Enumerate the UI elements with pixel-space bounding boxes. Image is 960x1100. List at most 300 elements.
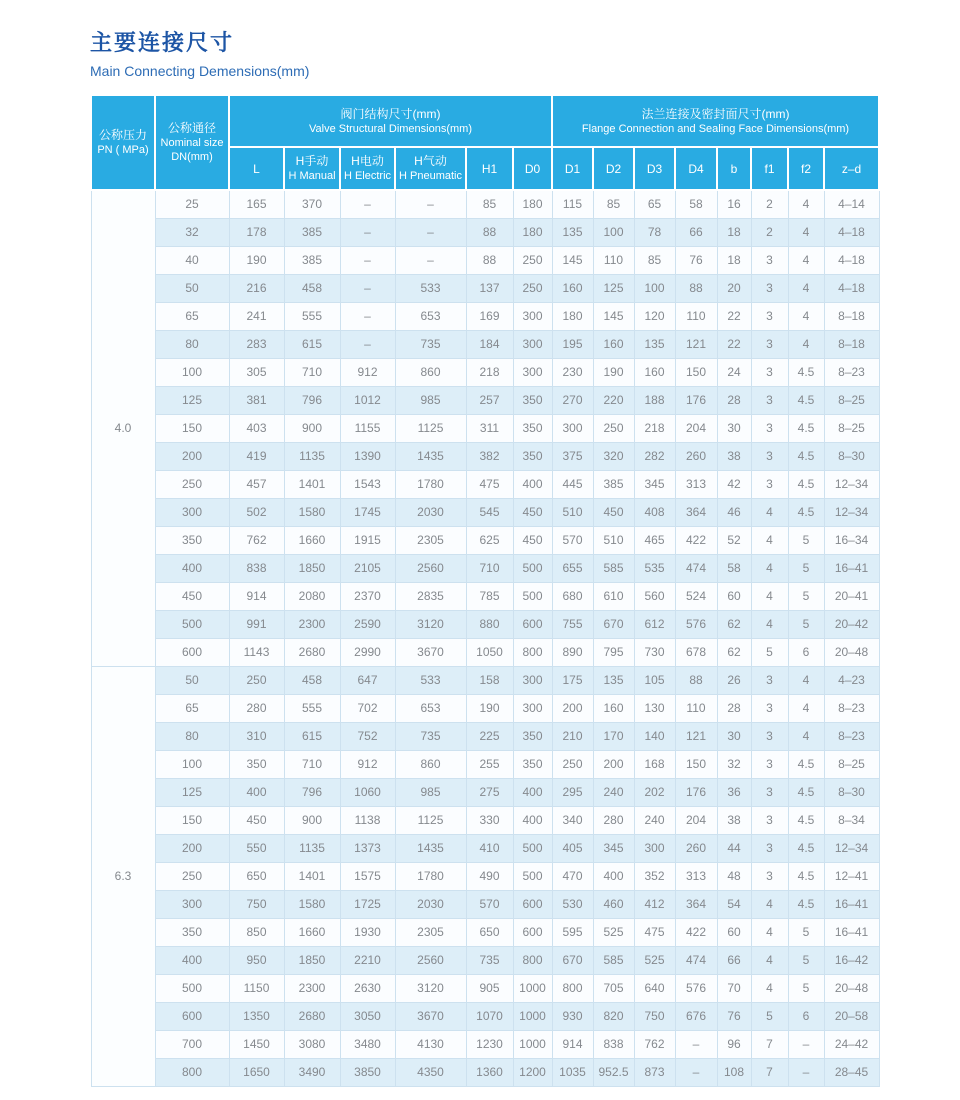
dim-value: 300 bbox=[513, 694, 552, 722]
dim-value: 510 bbox=[593, 526, 634, 554]
dim-value: 20 bbox=[717, 274, 751, 302]
dim-value: 158 bbox=[466, 666, 513, 694]
dim-value: 24 bbox=[717, 358, 751, 386]
dim-value: 600 bbox=[513, 918, 552, 946]
dim-value: 16–41 bbox=[824, 554, 879, 582]
col-header-D2: D2 bbox=[593, 147, 634, 190]
header-group-valve-structural bbox=[229, 95, 552, 147]
dim-value: 88 bbox=[466, 218, 513, 246]
dim-value: 8–18 bbox=[824, 302, 879, 330]
dim-value: 755 bbox=[552, 610, 593, 638]
dim-value: 422 bbox=[675, 526, 717, 554]
dim-value: 550 bbox=[229, 834, 284, 862]
dim-value: 375 bbox=[552, 442, 593, 470]
dim-value: 2300 bbox=[284, 974, 340, 1002]
dim-value: 2305 bbox=[395, 918, 466, 946]
dim-value: 20–48 bbox=[824, 974, 879, 1002]
dim-value: 576 bbox=[675, 610, 717, 638]
dim-value: 796 bbox=[284, 778, 340, 806]
dim-value: 535 bbox=[634, 554, 675, 582]
dim-value: 121 bbox=[675, 330, 717, 358]
dim-value: 218 bbox=[634, 414, 675, 442]
dim-value: 1000 bbox=[513, 974, 552, 1002]
dim-value: 500 bbox=[513, 862, 552, 890]
dim-value: 1780 bbox=[395, 470, 466, 498]
dim-value: 2300 bbox=[284, 610, 340, 638]
dim-value: 600 bbox=[513, 890, 552, 918]
dim-value: 4 bbox=[788, 302, 824, 330]
dim-value: 176 bbox=[675, 778, 717, 806]
dim-value: 250 bbox=[593, 414, 634, 442]
dim-value: 62 bbox=[717, 638, 751, 666]
dim-value: 860 bbox=[395, 358, 466, 386]
header-row-groups bbox=[91, 95, 879, 147]
dim-value: 465 bbox=[634, 526, 675, 554]
dim-value: 1930 bbox=[340, 918, 395, 946]
dim-value: 400 bbox=[513, 806, 552, 834]
dn-value: 800 bbox=[155, 1058, 229, 1086]
dim-value: 405 bbox=[552, 834, 593, 862]
dim-value: 1135 bbox=[284, 442, 340, 470]
dim-value: 560 bbox=[634, 582, 675, 610]
dim-value: 600 bbox=[513, 610, 552, 638]
dim-value: 100 bbox=[593, 218, 634, 246]
dim-value: 48 bbox=[717, 862, 751, 890]
header-group-flange-sealing bbox=[552, 95, 879, 147]
table-row bbox=[91, 862, 879, 890]
dim-value: 20–41 bbox=[824, 582, 879, 610]
dim-value: 16 bbox=[717, 190, 751, 218]
dim-value: 1350 bbox=[229, 1002, 284, 1030]
dim-value: 1155 bbox=[340, 414, 395, 442]
dim-value: 4–23 bbox=[824, 666, 879, 694]
dim-value: 750 bbox=[634, 1002, 675, 1030]
dim-value: 1650 bbox=[229, 1058, 284, 1086]
table-row bbox=[91, 1002, 879, 1030]
dim-value: 305 bbox=[229, 358, 284, 386]
dim-value: 4 bbox=[751, 582, 788, 610]
dim-value: 46 bbox=[717, 498, 751, 526]
dim-value: 70 bbox=[717, 974, 751, 1002]
dim-value: 42 bbox=[717, 470, 751, 498]
dim-value: 4 bbox=[751, 526, 788, 554]
dim-value: 785 bbox=[466, 582, 513, 610]
table-row bbox=[91, 694, 879, 722]
dim-value: 38 bbox=[717, 442, 751, 470]
dn-value: 150 bbox=[155, 414, 229, 442]
dim-value: 100 bbox=[634, 274, 675, 302]
dim-value: 24–42 bbox=[824, 1030, 879, 1058]
dim-value: 800 bbox=[513, 946, 552, 974]
dim-value: 4.5 bbox=[788, 442, 824, 470]
dim-value: 985 bbox=[395, 386, 466, 414]
table-row bbox=[91, 386, 879, 414]
dim-value: 150 bbox=[675, 358, 717, 386]
dim-value: 952.5 bbox=[593, 1058, 634, 1086]
dim-value: 1135 bbox=[284, 834, 340, 862]
dim-value: 280 bbox=[593, 806, 634, 834]
dim-value: 340 bbox=[552, 806, 593, 834]
dim-value: 280 bbox=[229, 694, 284, 722]
dim-value: 3120 bbox=[395, 974, 466, 1002]
dim-value: 20–58 bbox=[824, 1002, 879, 1030]
dim-value: 3 bbox=[751, 442, 788, 470]
table-row bbox=[91, 442, 879, 470]
dim-value: 4.5 bbox=[788, 386, 824, 414]
dim-value: – bbox=[395, 190, 466, 218]
dim-value: 12–34 bbox=[824, 498, 879, 526]
dim-value: 595 bbox=[552, 918, 593, 946]
dim-value: 1143 bbox=[229, 638, 284, 666]
dim-value: 1012 bbox=[340, 386, 395, 414]
dim-value: 650 bbox=[466, 918, 513, 946]
dim-value: 5 bbox=[788, 610, 824, 638]
header-dn-zh: 公称通径 bbox=[167, 121, 216, 135]
dim-value: 914 bbox=[229, 582, 284, 610]
dim-value: 3490 bbox=[284, 1058, 340, 1086]
dim-value: 2080 bbox=[284, 582, 340, 610]
dim-value: 76 bbox=[717, 1002, 751, 1030]
dim-value: 991 bbox=[229, 610, 284, 638]
table-row bbox=[91, 806, 879, 834]
dim-value: 3 bbox=[751, 246, 788, 274]
dim-value: 1360 bbox=[466, 1058, 513, 1086]
dim-value: 8–25 bbox=[824, 414, 879, 442]
dim-value: 260 bbox=[675, 442, 717, 470]
dim-value: 2305 bbox=[395, 526, 466, 554]
dim-value: 408 bbox=[634, 498, 675, 526]
table-row bbox=[91, 666, 879, 694]
dim-value: 730 bbox=[634, 638, 675, 666]
dim-value: – bbox=[788, 1058, 824, 1086]
dim-value: 8–23 bbox=[824, 694, 879, 722]
dim-value: 300 bbox=[513, 302, 552, 330]
dim-value: 188 bbox=[634, 386, 675, 414]
dim-value: 140 bbox=[634, 722, 675, 750]
dn-value: 80 bbox=[155, 722, 229, 750]
dim-value: 585 bbox=[593, 554, 634, 582]
dim-value: 475 bbox=[466, 470, 513, 498]
dim-value: 180 bbox=[552, 302, 593, 330]
dim-value: 4.5 bbox=[788, 470, 824, 498]
dim-value: 218 bbox=[466, 358, 513, 386]
dim-value: 202 bbox=[634, 778, 675, 806]
dim-value: 2680 bbox=[284, 638, 340, 666]
dim-value: 350 bbox=[513, 414, 552, 442]
dim-value: 160 bbox=[593, 694, 634, 722]
dim-value: 653 bbox=[395, 302, 466, 330]
dim-value: 85 bbox=[634, 246, 675, 274]
header-pn bbox=[91, 95, 155, 190]
dim-value: 76 bbox=[675, 246, 717, 274]
dim-value: 210 bbox=[552, 722, 593, 750]
dim-value: 78 bbox=[634, 218, 675, 246]
dim-value: 1390 bbox=[340, 442, 395, 470]
dim-value: 270 bbox=[552, 386, 593, 414]
dim-value: – bbox=[340, 274, 395, 302]
dim-value: 705 bbox=[593, 974, 634, 1002]
dim-value: 168 bbox=[634, 750, 675, 778]
dim-value: 422 bbox=[675, 918, 717, 946]
col-header-H1: H1 bbox=[466, 147, 513, 190]
dn-value: 300 bbox=[155, 890, 229, 918]
table-row bbox=[91, 246, 879, 274]
dim-value: 676 bbox=[675, 1002, 717, 1030]
dim-value: 4 bbox=[788, 246, 824, 274]
dim-value: 890 bbox=[552, 638, 593, 666]
dim-value: 28 bbox=[717, 694, 751, 722]
dim-value: 1230 bbox=[466, 1030, 513, 1058]
dim-value: 5 bbox=[788, 582, 824, 610]
dim-value: 3 bbox=[751, 834, 788, 862]
dim-value: 130 bbox=[634, 694, 675, 722]
dim-value: 282 bbox=[634, 442, 675, 470]
dim-value: 985 bbox=[395, 778, 466, 806]
dim-value: 137 bbox=[466, 274, 513, 302]
dim-value: 8–30 bbox=[824, 442, 879, 470]
dim-value: 16–41 bbox=[824, 890, 879, 918]
dim-value: 3670 bbox=[395, 1002, 466, 1030]
dim-value: – bbox=[340, 190, 395, 218]
dim-value: 475 bbox=[634, 918, 675, 946]
dim-value: 912 bbox=[340, 358, 395, 386]
dn-value: 700 bbox=[155, 1030, 229, 1058]
dim-value: 530 bbox=[552, 890, 593, 918]
dim-value: 85 bbox=[466, 190, 513, 218]
dim-value: 4 bbox=[751, 946, 788, 974]
dim-value: 1125 bbox=[395, 806, 466, 834]
dim-value: 2990 bbox=[340, 638, 395, 666]
dim-value: 310 bbox=[229, 722, 284, 750]
dim-value: 850 bbox=[229, 918, 284, 946]
dim-value: 735 bbox=[466, 946, 513, 974]
table-row bbox=[91, 974, 879, 1002]
dim-value: 350 bbox=[513, 750, 552, 778]
dim-value: 796 bbox=[284, 386, 340, 414]
dim-value: 7 bbox=[751, 1058, 788, 1086]
dim-value: 283 bbox=[229, 330, 284, 358]
dim-value: 640 bbox=[634, 974, 675, 1002]
dim-value: 912 bbox=[340, 750, 395, 778]
dim-value: 240 bbox=[593, 778, 634, 806]
dim-value: 900 bbox=[284, 414, 340, 442]
dim-value: 710 bbox=[284, 358, 340, 386]
dn-value: 40 bbox=[155, 246, 229, 274]
table-row bbox=[91, 414, 879, 442]
dim-value: – bbox=[340, 302, 395, 330]
dim-value: 680 bbox=[552, 582, 593, 610]
table-row bbox=[91, 330, 879, 358]
table-row bbox=[91, 946, 879, 974]
dim-value: 3 bbox=[751, 414, 788, 442]
dim-value: 160 bbox=[593, 330, 634, 358]
dim-value: 16–41 bbox=[824, 918, 879, 946]
dim-value: 570 bbox=[552, 526, 593, 554]
table-row bbox=[91, 190, 879, 218]
dim-value: 6 bbox=[788, 1002, 824, 1030]
dim-value: 8–23 bbox=[824, 722, 879, 750]
dim-value: 60 bbox=[717, 582, 751, 610]
dim-value: 8–18 bbox=[824, 330, 879, 358]
dn-value: 450 bbox=[155, 582, 229, 610]
dim-value: 670 bbox=[552, 946, 593, 974]
dim-value: 655 bbox=[552, 554, 593, 582]
dim-value: 1200 bbox=[513, 1058, 552, 1086]
dim-value: 3 bbox=[751, 778, 788, 806]
dim-value: 4–14 bbox=[824, 190, 879, 218]
dim-value: 241 bbox=[229, 302, 284, 330]
dim-value: 6 bbox=[788, 638, 824, 666]
dim-value: 533 bbox=[395, 666, 466, 694]
dim-value: 3 bbox=[751, 666, 788, 694]
dim-value: 400 bbox=[593, 862, 634, 890]
dim-value: 5 bbox=[788, 918, 824, 946]
dim-value: 52 bbox=[717, 526, 751, 554]
dim-value: 2030 bbox=[395, 890, 466, 918]
dim-value: 300 bbox=[552, 414, 593, 442]
dim-value: 7 bbox=[751, 1030, 788, 1058]
dim-value: 4.5 bbox=[788, 750, 824, 778]
dim-value: 1435 bbox=[395, 834, 466, 862]
dim-value: 762 bbox=[634, 1030, 675, 1058]
dim-value: 678 bbox=[675, 638, 717, 666]
dim-value: 1138 bbox=[340, 806, 395, 834]
dim-value: 914 bbox=[552, 1030, 593, 1058]
dim-value: 65 bbox=[634, 190, 675, 218]
dim-value: 702 bbox=[340, 694, 395, 722]
dim-value: 585 bbox=[593, 946, 634, 974]
dim-value: 313 bbox=[675, 470, 717, 498]
dim-value: 165 bbox=[229, 190, 284, 218]
table-row bbox=[91, 218, 879, 246]
dim-value: 311 bbox=[466, 414, 513, 442]
dim-value: 647 bbox=[340, 666, 395, 694]
dim-value: 4 bbox=[751, 974, 788, 1002]
dim-value: 670 bbox=[593, 610, 634, 638]
col-header-H-electric: H电动 H Electric bbox=[340, 147, 395, 190]
dim-value: 350 bbox=[229, 750, 284, 778]
dim-value: 4–18 bbox=[824, 246, 879, 274]
dim-value: 457 bbox=[229, 470, 284, 498]
dim-value: 4350 bbox=[395, 1058, 466, 1086]
dim-value: 1435 bbox=[395, 442, 466, 470]
dn-value: 350 bbox=[155, 918, 229, 946]
col-header-D1: D1 bbox=[552, 147, 593, 190]
dn-value: 100 bbox=[155, 358, 229, 386]
dim-value: 8–25 bbox=[824, 750, 879, 778]
dim-value: 4 bbox=[788, 666, 824, 694]
dim-value: 500 bbox=[513, 582, 552, 610]
dim-value: 66 bbox=[675, 218, 717, 246]
dim-value: 176 bbox=[675, 386, 717, 414]
dim-value: 110 bbox=[593, 246, 634, 274]
dn-value: 300 bbox=[155, 498, 229, 526]
dim-value: 18 bbox=[717, 246, 751, 274]
dim-value: 330 bbox=[466, 806, 513, 834]
dim-value: 4.5 bbox=[788, 862, 824, 890]
dim-value: 533 bbox=[395, 274, 466, 302]
dim-value: 400 bbox=[229, 778, 284, 806]
dim-value: 1125 bbox=[395, 414, 466, 442]
dim-value: 30 bbox=[717, 722, 751, 750]
page-title-zh: 主要连接尺寸 bbox=[90, 30, 235, 55]
dn-value: 125 bbox=[155, 778, 229, 806]
dim-value: 180 bbox=[513, 190, 552, 218]
dim-value: 169 bbox=[466, 302, 513, 330]
table-row bbox=[91, 778, 879, 806]
dim-value: 16–42 bbox=[824, 946, 879, 974]
dim-value: 3 bbox=[751, 330, 788, 358]
dim-value: 200 bbox=[552, 694, 593, 722]
dim-value: 470 bbox=[552, 862, 593, 890]
dim-value: – bbox=[340, 246, 395, 274]
dim-value: 750 bbox=[229, 890, 284, 918]
dim-value: 1745 bbox=[340, 498, 395, 526]
dim-value: 4 bbox=[788, 218, 824, 246]
header-group2-en: Flange Connection and Sealing Face Dimensions(mm) bbox=[581, 122, 850, 135]
dim-value: 352 bbox=[634, 862, 675, 890]
dim-value: 20–42 bbox=[824, 610, 879, 638]
dim-value: 3080 bbox=[284, 1030, 340, 1058]
dim-value: 838 bbox=[229, 554, 284, 582]
col-header-b: b bbox=[717, 147, 751, 190]
dn-value: 200 bbox=[155, 442, 229, 470]
dim-value: 3 bbox=[751, 722, 788, 750]
dn-value: 50 bbox=[155, 666, 229, 694]
table-row bbox=[91, 890, 879, 918]
dim-value: 576 bbox=[675, 974, 717, 1002]
col-header-f1: f1 bbox=[751, 147, 788, 190]
header-pn-en: PN ( MPa) bbox=[97, 144, 149, 156]
dim-value: 555 bbox=[284, 302, 340, 330]
dim-value: 2370 bbox=[340, 582, 395, 610]
dim-value: 216 bbox=[229, 274, 284, 302]
dim-value: 1401 bbox=[284, 862, 340, 890]
dim-value: 4.5 bbox=[788, 498, 824, 526]
dim-value: 710 bbox=[466, 554, 513, 582]
dim-value: 145 bbox=[552, 246, 593, 274]
dim-value: 8–34 bbox=[824, 806, 879, 834]
dim-value: 22 bbox=[717, 302, 751, 330]
dn-value: 25 bbox=[155, 190, 229, 218]
dim-value: 4 bbox=[788, 722, 824, 750]
dn-value: 400 bbox=[155, 554, 229, 582]
dim-value: 350 bbox=[513, 722, 552, 750]
table-row bbox=[91, 554, 879, 582]
dim-value: 16–34 bbox=[824, 526, 879, 554]
dim-value: 930 bbox=[552, 1002, 593, 1030]
dim-value: 300 bbox=[513, 666, 552, 694]
header-pn-zh: 公称压力 bbox=[98, 128, 147, 142]
dim-value: 28 bbox=[717, 386, 751, 414]
header-dn-en1: Nominal size bbox=[160, 137, 224, 149]
dn-value: 250 bbox=[155, 862, 229, 890]
dim-value: 400 bbox=[513, 470, 552, 498]
dim-value: 3 bbox=[751, 694, 788, 722]
dim-value: 345 bbox=[634, 470, 675, 498]
dim-value: 204 bbox=[675, 414, 717, 442]
dim-value: 4–18 bbox=[824, 218, 879, 246]
dim-value: 135 bbox=[634, 330, 675, 358]
dim-value: 400 bbox=[513, 778, 552, 806]
dim-value: 12–41 bbox=[824, 862, 879, 890]
col-header-D0: D0 bbox=[513, 147, 552, 190]
dim-value: 3670 bbox=[395, 638, 466, 666]
dim-value: 145 bbox=[593, 302, 634, 330]
dim-value: 250 bbox=[552, 750, 593, 778]
dim-value: 1450 bbox=[229, 1030, 284, 1058]
dim-value: 490 bbox=[466, 862, 513, 890]
